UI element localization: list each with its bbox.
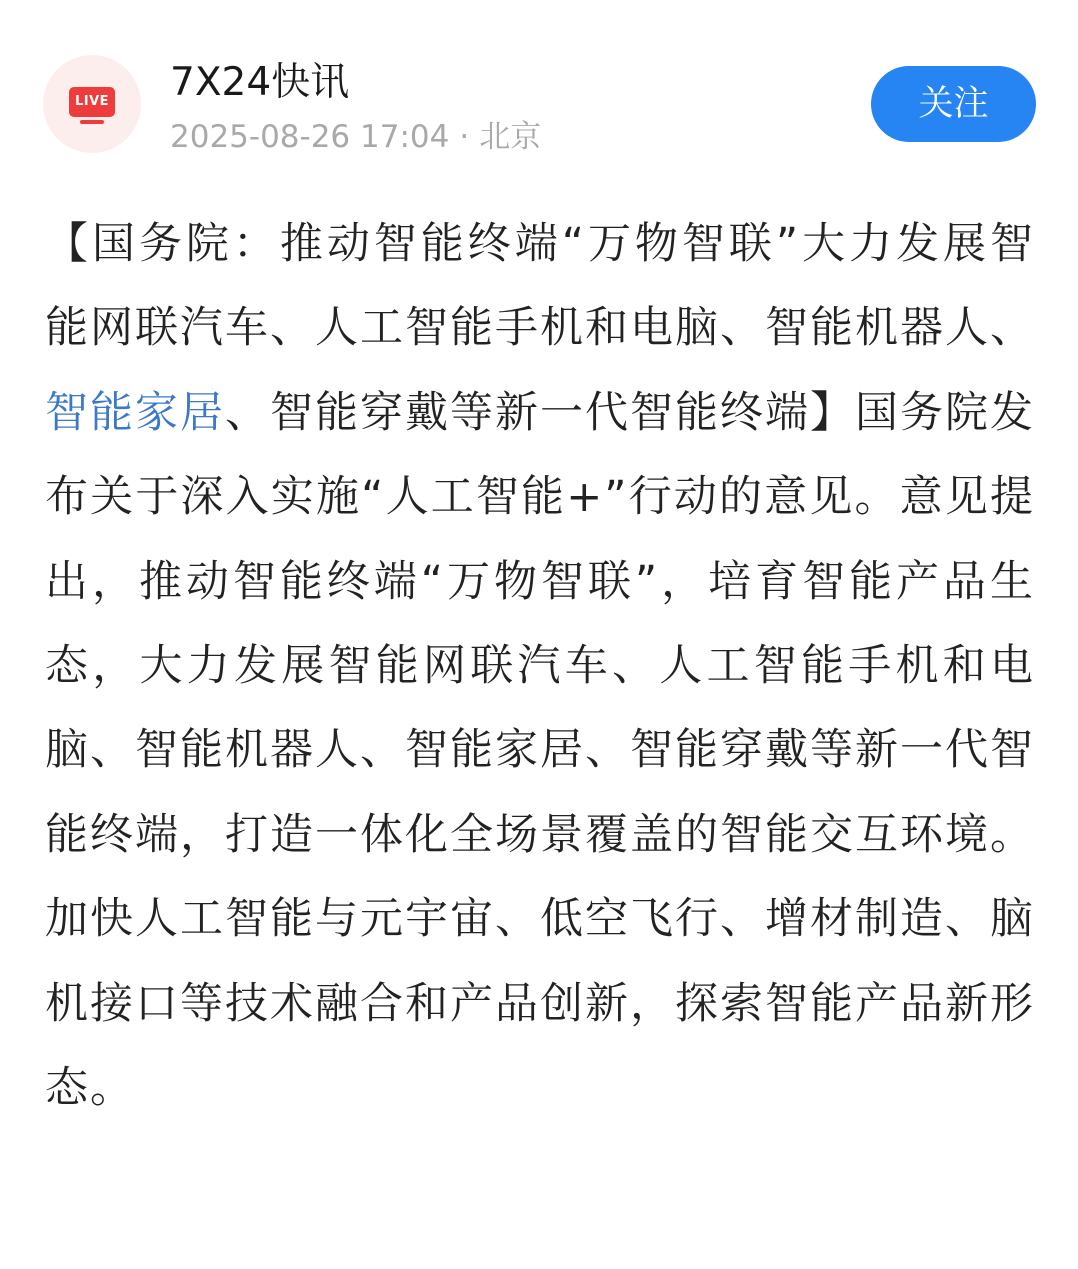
- post-meta: [170, 117, 541, 157]
- live-tv-icon: LIVE: [69, 87, 115, 117]
- meta-separator: ·: [459, 119, 470, 155]
- article-text-part1: 【国务院：推动智能终端“万物智联”大力发展智能网联汽车、人工智能手机和电脑、智能机器人、: [45, 219, 1035, 354]
- account-name[interactable]: 7X24快讯: [170, 60, 350, 105]
- article-body: [45, 202, 1035, 1130]
- account-avatar[interactable]: [43, 55, 141, 153]
- article-text-part2: 、智能穿戴等新一代智能终端】国务院发布关于深入实施“人工智能+”行动的意见。意见提出，推动智能终端“万物智联”，培育智能产品生态，大力发展智能网联汽车、人工智能手机和电脑、智能机器人、智能家居、智能穿戴等新一代智能终端，打造一体化全场景覆盖的智能交互环境。加快人工智能与元宇宙、低空飞行、增材制造、脑机接口等技术融合和产品创新，探索智能产品新形态。: [45, 387, 1035, 1114]
- post-timestamp: 2025-08-26 17:04: [170, 119, 450, 155]
- post-location: 北京: [479, 119, 542, 155]
- follow-button[interactable]: 关注: [871, 66, 1036, 142]
- post-header: [0, 0, 1078, 190]
- smart-home-link[interactable]: 智能家居: [45, 387, 225, 438]
- live-tv-stand: [80, 120, 104, 124]
